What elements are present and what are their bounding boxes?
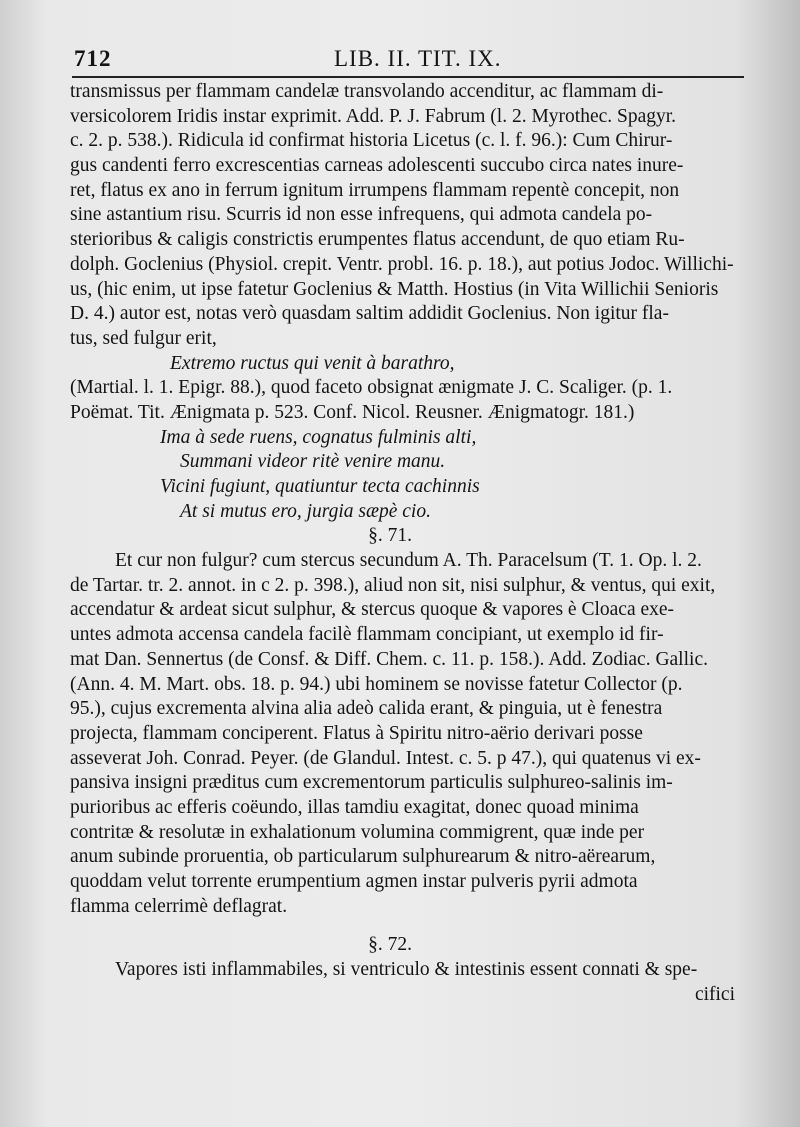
text-line: Et cur non fulgur? cum stercus secundum A. Th. Paracelsum (T. 1. Op. l. 2.	[115, 550, 702, 572]
text-line: quoddam velut torrente erumpentium agmen instar pulveris pyrii admota	[70, 871, 638, 892]
text-line: flamma celerrimè deflagrat.	[70, 895, 288, 917]
catchword: cifici	[694, 983, 735, 1005]
text-line: us, (hic enim, ut ipse fatetur Goclenius & Matth. Hostius (in Vita Willichii Senioris	[70, 278, 719, 300]
text-line: versicolorem Iridis instar exprimit. Add. P. J. Fabrum (l. 2. Myrothec. Spagyr.	[70, 105, 677, 127]
section-heading-72: §. 72.	[368, 934, 412, 956]
text-line: anum subinde proruentia, ob particularum sulphurearum & nitro-aërearum,	[70, 846, 656, 868]
paragraph-1	[70, 80, 760, 352]
text-line: sterioribus & caligis constrictis erumpentes flatus accendunt, de quo etiam Ru-	[70, 229, 685, 251]
text-line: 95.), cujus excrementa alvina alia adeò calida erant, & pinguia, ut è fenestra	[70, 698, 663, 720]
spacer	[70, 919, 760, 933]
text-line: contritæ & resolutæ in exhalationum volumina commigrent, quæ inde per	[70, 821, 645, 843]
page-body	[70, 80, 760, 1007]
text-line: c. 2. p. 538.). Ridicula id confirmat historia Licetus (c. l. f. 96.): Cum Chirur-	[70, 130, 673, 152]
text-line: (Ann. 4. M. Mart. obs. 18. p. 94.) ubi hominem se novisse fatetur Collector (p.	[70, 673, 683, 695]
page-number: 712	[74, 46, 112, 71]
verse-line: At si mutus ero, jurgia sæpè cio.	[180, 500, 431, 522]
text-line: projecta, flammam conciperent. Flatus à Spiritu nitro-aërio derivari posse	[70, 722, 643, 744]
text-line: purioribus ac efferis coëundo, illas tamdiu exagitat, donec quoad minima	[70, 796, 639, 818]
verse-line: Summani videor ritè venire manu.	[180, 451, 446, 473]
text-line: ret, flatus ex ano in ferrum ignitum irrumpens flammam repentè concepit, non	[70, 179, 680, 201]
text-line: sine astantium risu. Scurris id non esse infrequens, qui admota candela po-	[70, 204, 653, 226]
paragraph-3	[70, 958, 760, 983]
text-line: Poëmat. Tit. Ænigmata p. 523. Conf. Nicol. Reusner. Ænigmatogr. 181.)	[70, 401, 635, 423]
text-line: dolph. Goclenius (Physiol. crepit. Ventr. probl. 16. p. 18.), aut potius Jodoc. Willichi-	[70, 253, 734, 275]
verse-line: Vicini fugiunt, quatiuntur tecta cachinnis	[160, 476, 480, 497]
text-line: (Martial. l. 1. Epigr. 88.), quod faceto obsignat ænigmate J. C. Scaliger. (p. 1.	[70, 377, 673, 399]
text-line: untes admota accensa candela facilè flammam concipiant, ut exemplo id fir-	[70, 624, 664, 646]
text-line: mat Dan. Sennertus (de Consf. & Diff. Chem. c. 11. p. 158.). Add. Zodiac. Gallic.	[70, 648, 708, 670]
header-rule	[72, 76, 744, 78]
running-head: LIB. II. TIT. IX.	[334, 46, 502, 71]
section-heading-71: §. 71.	[368, 525, 412, 547]
text-line: de Tartar. tr. 2. annot. in c 2. p. 398.), aliud non sit, nisi sulphur, & ventus, qui exit,	[70, 574, 716, 596]
text-line: tus, sed fulgur erit,	[70, 327, 217, 349]
text-line: transmissus per flammam candelæ transvolando accenditur, ac flammam di-	[70, 81, 664, 102]
verse-block	[70, 426, 760, 525]
text-line: D. 4.) autor est, notas verò quasdam saltim addidit Goclenius. Non igitur fla-	[70, 303, 669, 325]
paragraph-2	[70, 549, 760, 919]
text-line: asseverat Joh. Conrad. Peyer. (de Glandul. Intest. c. 5. p 47.), qui quatenus vi ex-	[70, 747, 701, 769]
text-line: pansiva insigni præditus cum excrementorum particulis sulphureo-salinis im-	[70, 772, 673, 794]
verse-line: Ima à sede ruens, cognatus fulminis alti,	[160, 426, 477, 448]
text-line: gus candenti ferro excrescentias carneas adolescenti succubo circa nates inure-	[70, 155, 684, 177]
paragraph-1b	[70, 376, 760, 425]
verse-line: Extremo ructus qui venit à barathro,	[170, 352, 455, 374]
text-line: accendatur & ardeat sicut sulphur, & stercus quoque & vapores è Cloaca exe-	[70, 599, 675, 621]
text-line: Vapores isti inflammabiles, si ventriculo & intestinis essent connati & spe-	[115, 959, 698, 981]
page-header	[74, 40, 744, 74]
